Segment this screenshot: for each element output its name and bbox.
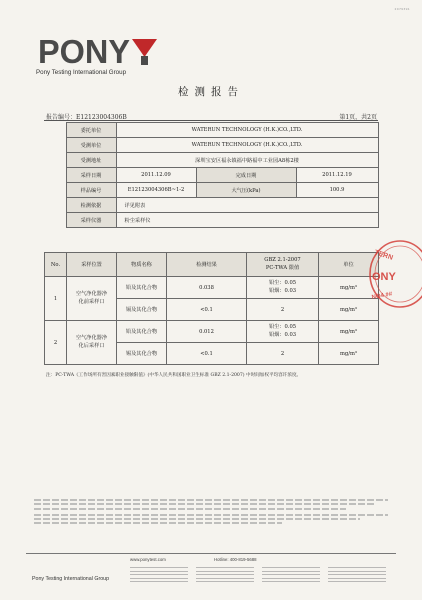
sample-no-label: 样品编号 [66, 183, 116, 198]
row-result: 0.012 [167, 321, 247, 343]
sample-no-value: E12123004306B~1-2 [116, 183, 196, 198]
results-header-row [45, 253, 379, 277]
svg-text:ONY: ONY [372, 271, 396, 283]
row-item: 铅及其化合物 [117, 321, 167, 343]
header-result: 检测结果 [167, 253, 247, 277]
logo-subtitle: Pony Testing International Group [36, 69, 127, 76]
fine-print-disclaimer [34, 497, 388, 526]
inspected-value: WATERUN TECHNOLOGY (H.K.)CO.,LTD. [116, 138, 378, 153]
header-divider [44, 120, 378, 121]
svg-text:TERN: TERN [373, 249, 394, 262]
basis-value: 详见附表 [116, 198, 378, 213]
instrument-value: 粉尘采样仪 [116, 213, 378, 228]
row-no: 1 [45, 277, 67, 321]
footer [26, 553, 396, 594]
red-seal-stamp [364, 240, 422, 308]
table-row [45, 277, 379, 299]
logo-letters: PONY [38, 36, 130, 66]
row-limit: 2 [247, 343, 319, 365]
row-limit: 2 [247, 299, 319, 321]
basis-label: 检测依据 [66, 198, 116, 213]
row-unit: mg/m³ [319, 299, 379, 321]
svg-text:NO4 ##: NO4 ## [371, 291, 393, 301]
instrument-label: 采样仪器 [66, 213, 116, 228]
page-number: 第1页，共2页 [339, 114, 377, 121]
address-value: 深圳宝安区福永镇福中路福中工业园A8栋2楼 [116, 153, 378, 168]
info-row-dates [44, 168, 378, 183]
row-result: 0.038 [167, 277, 247, 299]
row-item: 镉及其化合物 [117, 299, 167, 321]
finish-date-label: 完成日期 [196, 168, 296, 183]
table-row [45, 321, 379, 343]
client-label: 委托单位 [66, 123, 116, 138]
footer-hotline: Hotline: 400-819-5688 [214, 557, 257, 562]
row-limit: 铅尘：0.05 铅烟：0.03 [247, 321, 319, 343]
footer-website: www.ponytest.com [130, 557, 166, 562]
results-table [44, 252, 379, 365]
info-row-instrument [44, 213, 378, 228]
sample-date-value: 2011.12.09 [116, 168, 196, 183]
row-position: 空气净化器净 化前采样口 [67, 277, 117, 321]
row-result: <0.1 [167, 343, 247, 365]
info-row-address [44, 153, 378, 168]
info-row-basis [44, 198, 378, 213]
header-limit: GBZ 2.1-2007 PC-TWA 限值 [247, 253, 319, 277]
address-label: 受测地址 [66, 153, 116, 168]
row-unit: mg/m³ [319, 321, 379, 343]
header-position: 采样位置 [67, 253, 117, 277]
pressure-label: 大气压(kPa) [196, 183, 296, 198]
logo-y-stem [141, 56, 148, 65]
client-value: WATERUN TECHNOLOGY (H.K.)CO.,LTD. [116, 123, 378, 138]
pony-logo [38, 36, 158, 66]
info-row-inspected [44, 138, 378, 153]
row-limit: 铅尘：0.05 铅烟：0.03 [247, 277, 319, 299]
header-unit: 单位 [319, 253, 379, 277]
page-code: 2079391 [394, 7, 410, 11]
row-position: 空气净化器净 化后采样口 [67, 321, 117, 365]
info-row-client [44, 123, 378, 138]
footer-branch-addresses [130, 565, 392, 591]
row-unit: mg/m³ [319, 277, 379, 299]
report-number: 报告编号：E12123004306B [46, 114, 127, 121]
row-result: <0.1 [167, 299, 247, 321]
footnote: 注：PC-TWA《工作场所有害因素职业接触限值》(中华人民共和国职业卫生标准 GBZ 2.1-2007) 中时间加权平均容许浓度。 [46, 373, 302, 378]
footer-company: Pony Testing International Group [32, 576, 110, 582]
sample-date-label: 采样日期 [66, 168, 116, 183]
row-no: 2 [45, 321, 67, 365]
header-no: No. [45, 253, 67, 277]
logo-red-triangle-icon [132, 39, 157, 57]
info-table [44, 122, 379, 228]
header-item: 物质名称 [117, 253, 167, 277]
inspected-label: 受测单位 [66, 138, 116, 153]
pressure-value: 100.9 [296, 183, 378, 198]
row-unit: mg/m³ [319, 343, 379, 365]
row-item: 铅及其化合物 [117, 277, 167, 299]
finish-date-value: 2011.12.19 [296, 168, 378, 183]
row-item: 锡及其化合物 [117, 343, 167, 365]
report-title: 检测报告 [178, 86, 244, 98]
info-row-sample [44, 183, 378, 198]
